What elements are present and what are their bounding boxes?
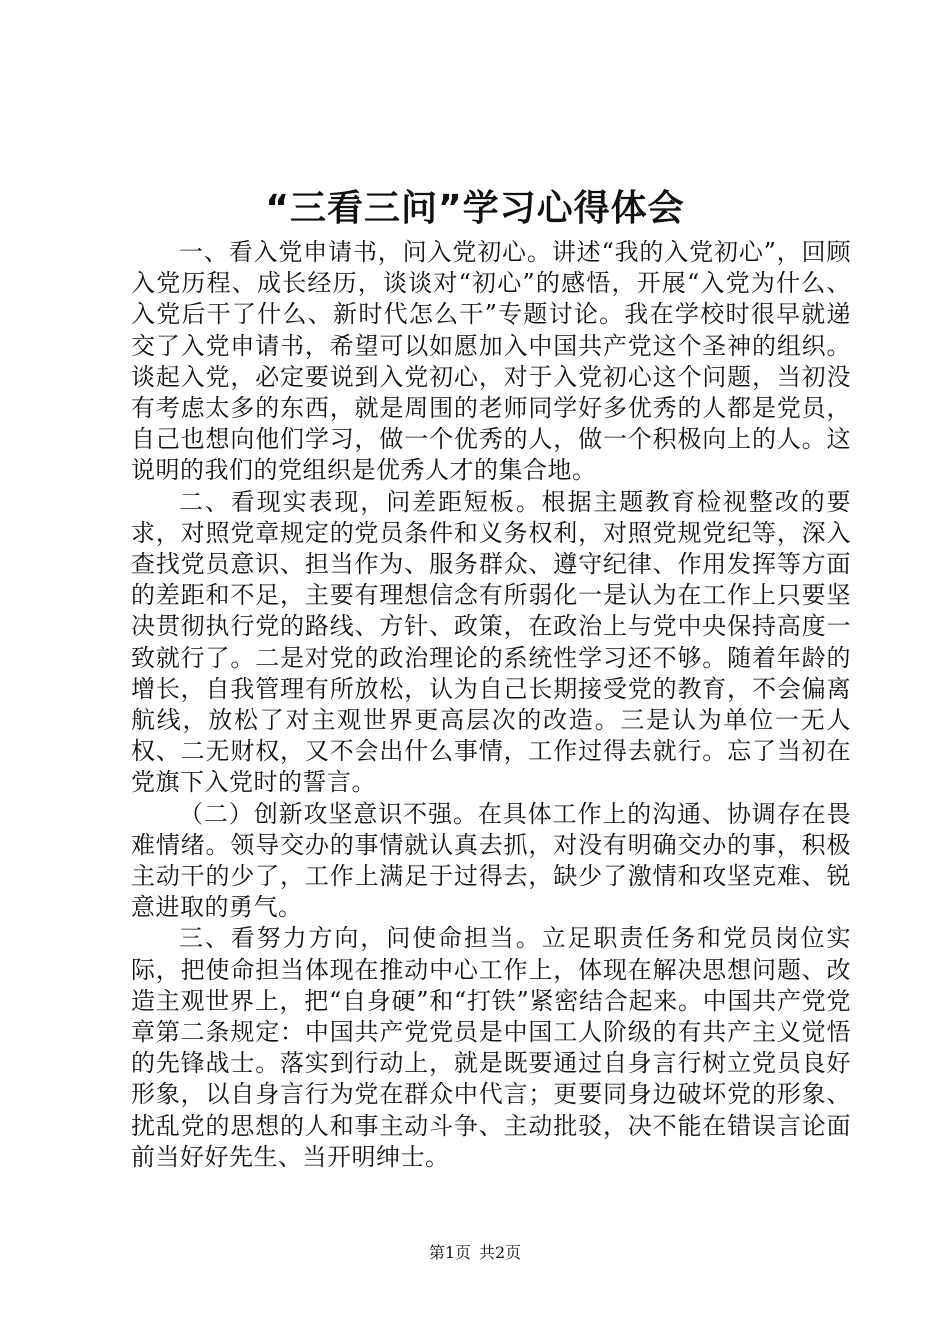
paragraph-2: 二、看现实表现，问差距短板。根据主题教育检视整改的要求，对照党章规定的党员条件和义务权利，对照党规党纪等，深入查找党员意识、担当作为、服务群众、遵守纪律、作用发挥等方面的差距和不足，主要有理想信念有所弱化一是认为在工作上只要坚决贯彻执行党的路线、方针、政策，在政治上与党中央保持高度一致就行了。二是对党的政治理论的系统性学习还不够。随着年龄的增长，自我管理有所放松，认为自己长期接受党的教育，不会偏离航线，放松了对主观世界更高层次的改造。三是认为单位一无人权、二无财权，又不会出什么事情，工作过得去就行。忘了当初在党旗下入党时的誓言。 <box>131 487 851 797</box>
page-number-total: 共2页 <box>479 1243 522 1262</box>
paragraph-1: 一、看入党申请书，问入党初心。讲述“我的入党初心”，回顾入党历程、成长经历，谈谈对“初心”的感悟，开展“入党为什么、入党后干了什么、新时代怎么干”专题讨论。我在学校时很早就递交了入党申请书，希望可以如愿加入中国共产党这个圣神的组织。谈起入党，必定要说到入党初心，对于入党初心这个问题，当初没有考虑太多的东西，就是周围的老师同学好多优秀的人都是党员，自己也想向他们学习，做一个优秀的人，做一个积极向上的人。这说明的我们的党组织是优秀人才的集合地。 <box>131 238 851 485</box>
page-title: “三看三问”学习心得体会 <box>265 188 685 229</box>
page-footer <box>0 1241 950 1265</box>
paragraph-3: （二）创新攻坚意识不强。在具体工作上的沟通、协调存在畏难情绪。领导交办的事情就认真去抓，对没有明确交办的事，积极主动干的少了，工作上满足于过得去，缺少了激情和攻坚克难、锐意进取的勇气。 <box>131 799 851 922</box>
document-body <box>131 237 851 1173</box>
page-number-current: 第1页 <box>428 1243 471 1262</box>
paragraph-4: 三、看努力方向，问使命担当。立足职责任务和党员岗位实际，把使命担当体现在推动中心工作上，体现在解决思想问题、改造主观世界上，把“自身硬”和“打铁”紧密结合起来。中国共产党党章第二条规定：中国共产党党员是中国工人阶级的有共产主义觉悟的先锋战士。落实到行动上，就是既要通过自身言行树立党员良好形象，以自身言行为党在群众中代言；更要同身边破坏党的形象、扰乱党的思想的人和事主动斗争、主动批驳，决不能在错误言论面前当好好先生、当开明绅士。 <box>131 924 851 1171</box>
